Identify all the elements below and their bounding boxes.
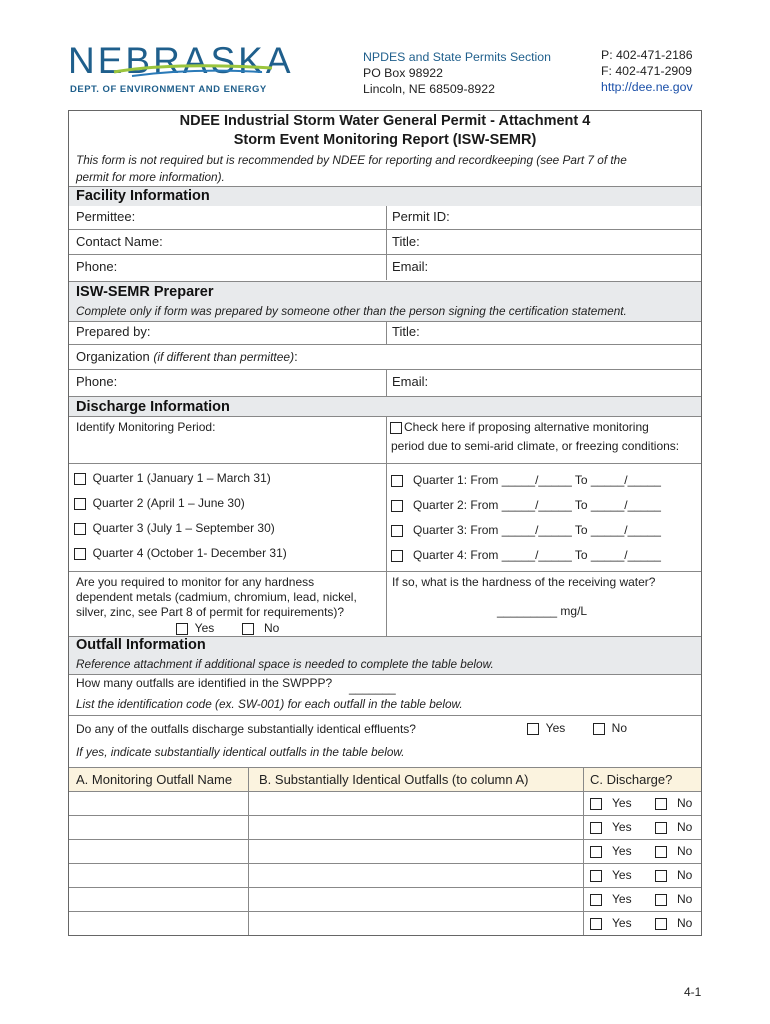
fax-number: F: 402-471-2909: [601, 64, 692, 78]
receiving-water-question: If so, what is the hardness of the receiving water?: [392, 575, 656, 589]
form-note: [76, 152, 696, 186]
alt-quarter-3-checkbox[interactable]: [391, 525, 403, 537]
hardness-question-line2: dependent metals (cadmium, chromium, lead, nickel,: [76, 590, 357, 604]
discharge-no-option[interactable]: [655, 796, 692, 810]
alt-quarter-1-label: Quarter 1: From _____/_____ To _____/_____: [413, 473, 661, 487]
identical-no-label: No: [611, 721, 628, 735]
quarter-2-label: Quarter 2 (April 1 – June 30): [92, 496, 245, 510]
outfall-list-instruction: List the identification code (ex. SW-001) for each outfall in the table below.: [76, 697, 463, 711]
hardness-question-line1: Are you required to monitor for any hardness: [76, 575, 315, 589]
discharge-no-checkbox[interactable]: [655, 822, 667, 834]
discharge-no-checkbox[interactable]: [655, 870, 667, 882]
alternative-period-line2: period due to semi-arid climate, or freezing conditions:: [391, 439, 680, 453]
identical-outfalls-cell[interactable]: [250, 889, 581, 909]
outfall-name-cell[interactable]: [70, 865, 246, 885]
alt-quarter-1-option[interactable]: [391, 473, 661, 487]
identical-outfalls-cell[interactable]: [250, 817, 581, 837]
hardness-question-line3: silver, zinc, see Part 8 of permit for requirements)?: [76, 605, 345, 619]
column-a-header: A. Monitoring Outfall Name: [76, 772, 233, 787]
identical-outfalls-cell[interactable]: [250, 793, 581, 813]
organization-colon: :: [294, 349, 298, 364]
hardness-no-label: No: [264, 621, 280, 635]
identify-period-label: Identify Monitoring Period:: [76, 420, 216, 434]
quarter-3-option[interactable]: [74, 521, 275, 535]
contact-block: [601, 47, 693, 95]
discharge-yes-label: Yes: [612, 892, 632, 906]
preparer-email-field[interactable]: Email:: [392, 374, 429, 389]
alternative-period-checkbox[interactable]: [390, 420, 402, 434]
alt-quarter-4-option[interactable]: [391, 548, 661, 562]
hardness-no-option[interactable]: [242, 621, 279, 635]
preparer-note: Complete only if form was prepared by someone other than the person signing the certification statement.: [76, 304, 627, 318]
alt-quarter-3-option[interactable]: [391, 523, 661, 537]
alt-quarter-3-label: Quarter 3: From _____/_____ To _____/_____: [413, 523, 661, 537]
quarter-3-checkbox[interactable]: [74, 523, 86, 535]
discharge-no-option[interactable]: [655, 820, 692, 834]
alt-quarter-2-option[interactable]: [391, 498, 661, 512]
quarter-1-label: Quarter 1 (January 1 – March 31): [92, 471, 271, 485]
discharge-yes-option[interactable]: [590, 892, 632, 906]
alt-quarter-1-checkbox[interactable]: [391, 475, 403, 487]
discharge-no-checkbox[interactable]: [655, 918, 667, 930]
discharge-yes-checkbox[interactable]: [590, 918, 602, 930]
address-block: [363, 49, 551, 97]
organization-field[interactable]: [76, 349, 298, 364]
discharge-no-option[interactable]: [655, 844, 692, 858]
outfall-name-cell[interactable]: [70, 913, 246, 933]
hardness-yes-checkbox[interactable]: [176, 623, 188, 635]
identical-no-checkbox[interactable]: [593, 723, 605, 735]
identical-effluent-question: Do any of the outfalls discharge substantially identical effluents?: [76, 722, 416, 736]
identical-outfalls-cell[interactable]: [250, 913, 581, 933]
discharge-yes-checkbox[interactable]: [590, 894, 602, 906]
facility-heading: Facility Information: [76, 188, 210, 204]
discharge-yes-checkbox[interactable]: [590, 870, 602, 882]
permit-id-field[interactable]: Permit ID:: [392, 209, 450, 224]
quarter-4-checkbox[interactable]: [74, 548, 86, 560]
preparer-heading: ISW-SEMR Preparer: [76, 284, 214, 300]
hardness-yes-label: Yes: [194, 621, 215, 635]
identical-yes-label: Yes: [545, 721, 566, 735]
quarter-2-option[interactable]: [74, 496, 245, 510]
page-number: 4-1: [684, 985, 702, 999]
website-link[interactable]: http://dee.ne.gov: [601, 80, 693, 94]
outfall-note: Reference attachment if additional space is needed to complete the table below.: [76, 657, 494, 671]
discharge-yes-checkbox[interactable]: [590, 822, 602, 834]
outfall-name-cell[interactable]: [70, 817, 246, 837]
discharge-no-label: No: [677, 844, 693, 858]
discharge-no-checkbox[interactable]: [655, 798, 667, 810]
discharge-yes-option[interactable]: [590, 844, 632, 858]
contact-name-field[interactable]: Contact Name:: [76, 234, 163, 249]
organization-label: Organization: [76, 349, 150, 364]
form-title-line1: NDEE Industrial Storm Water General Permit - Attachment 4: [179, 113, 591, 129]
quarter-1-option[interactable]: [74, 471, 271, 485]
outfall-name-cell[interactable]: [70, 889, 246, 909]
quarter-4-option[interactable]: [74, 546, 287, 560]
discharge-no-option[interactable]: [655, 916, 692, 930]
prepared-by-field[interactable]: Prepared by:: [76, 324, 151, 339]
quarter-1-checkbox[interactable]: [74, 473, 86, 485]
discharge-yes-label: Yes: [612, 868, 632, 882]
discharge-yes-label: Yes: [612, 916, 632, 930]
column-c-header: C. Discharge?: [590, 772, 673, 787]
discharge-yes-checkbox[interactable]: [590, 798, 602, 810]
identical-yes-checkbox[interactable]: [527, 723, 539, 735]
alt-quarter-2-checkbox[interactable]: [391, 500, 403, 512]
discharge-no-checkbox[interactable]: [655, 846, 667, 858]
discharge-no-label: No: [677, 916, 693, 930]
discharge-yes-option[interactable]: [590, 796, 632, 810]
discharge-yes-checkbox[interactable]: [590, 846, 602, 858]
form-note-line2: permit for more information).: [76, 170, 225, 184]
city-line: Lincoln, NE 68509-8922: [363, 82, 495, 96]
quarter-4-label: Quarter 4 (October 1- December 31): [92, 546, 287, 560]
discharge-no-checkbox[interactable]: [655, 894, 667, 906]
quarter-3-label: Quarter 3 (July 1 – September 30): [92, 521, 275, 535]
form-title: [69, 111, 701, 151]
po-box: PO Box 98922: [363, 66, 443, 80]
quarter-2-checkbox[interactable]: [74, 498, 86, 510]
outfall-heading: Outfall Information: [76, 637, 206, 653]
alternative-period-line1: Check here if proposing alternative monitoring: [404, 420, 649, 434]
hardness-yes-option[interactable]: [176, 621, 214, 635]
discharge-no-option[interactable]: [655, 868, 692, 882]
discharge-yes-option[interactable]: [590, 916, 632, 930]
identical-yes-option[interactable]: [527, 721, 565, 735]
discharge-yes-label: Yes: [612, 820, 632, 834]
hardness-question: [76, 575, 357, 620]
column-b-header: B. Substantially Identical Outfalls (to column A): [259, 772, 529, 787]
alt-quarter-4-label: Quarter 4: From _____/_____ To _____/_____: [413, 548, 661, 562]
discharge-yes-option[interactable]: [590, 868, 632, 882]
preparer-title-field[interactable]: Title:: [392, 324, 420, 339]
form-title-line2: Storm Event Monitoring Report (ISW-SEMR): [233, 132, 537, 148]
identical-outfalls-cell[interactable]: [250, 841, 581, 861]
identical-instruction: If yes, indicate substantially identical outfalls in the table below.: [76, 745, 405, 759]
identical-outfalls-cell[interactable]: [250, 865, 581, 885]
organization-note: (if different than permittee): [153, 350, 295, 364]
alt-quarter-2-label: Quarter 2: From _____/_____ To _____/_____: [413, 498, 661, 512]
logo-wordmark: NEBRASKA: [68, 40, 294, 81]
permittee-field[interactable]: Permittee:: [76, 209, 136, 224]
logo-swoosh-icon: [112, 60, 282, 80]
outfall-name-cell[interactable]: [70, 793, 246, 813]
identical-no-option[interactable]: [593, 721, 627, 735]
phone-number: P: 402-471-2186: [601, 48, 693, 62]
logo-department: DEPT. OF ENVIRONMENT AND ENERGY: [70, 84, 267, 95]
outfall-count-field[interactable]: _______: [349, 681, 396, 695]
discharge-heading: Discharge Information: [76, 399, 230, 415]
alt-quarter-4-checkbox[interactable]: [391, 550, 403, 562]
discharge-yes-label: Yes: [612, 796, 632, 810]
discharge-no-option[interactable]: [655, 892, 692, 906]
discharge-no-label: No: [677, 820, 693, 834]
discharge-yes-label: Yes: [612, 844, 632, 858]
hardness-no-checkbox[interactable]: [242, 623, 254, 635]
outfall-name-cell[interactable]: [70, 841, 246, 861]
outfall-count-question: How many outfalls are identified in the SWPPP?: [76, 676, 333, 690]
section-name: NPDES and State Permits Section: [363, 50, 551, 64]
preparer-phone-field[interactable]: Phone:: [76, 374, 118, 389]
discharge-yes-option[interactable]: [590, 820, 632, 834]
email-field[interactable]: Email:: [392, 259, 429, 274]
form-note-line1: This form is not required but is recommended by NDEE for reporting and recordkeeping (see Part 7 of the: [76, 153, 627, 167]
receiving-water-mgl-field[interactable]: _________ mg/L: [497, 604, 588, 618]
discharge-no-label: No: [677, 796, 693, 810]
discharge-no-label: No: [677, 868, 693, 882]
title-field[interactable]: Title:: [392, 234, 420, 249]
discharge-no-label: No: [677, 892, 693, 906]
phone-field[interactable]: Phone:: [76, 259, 118, 274]
